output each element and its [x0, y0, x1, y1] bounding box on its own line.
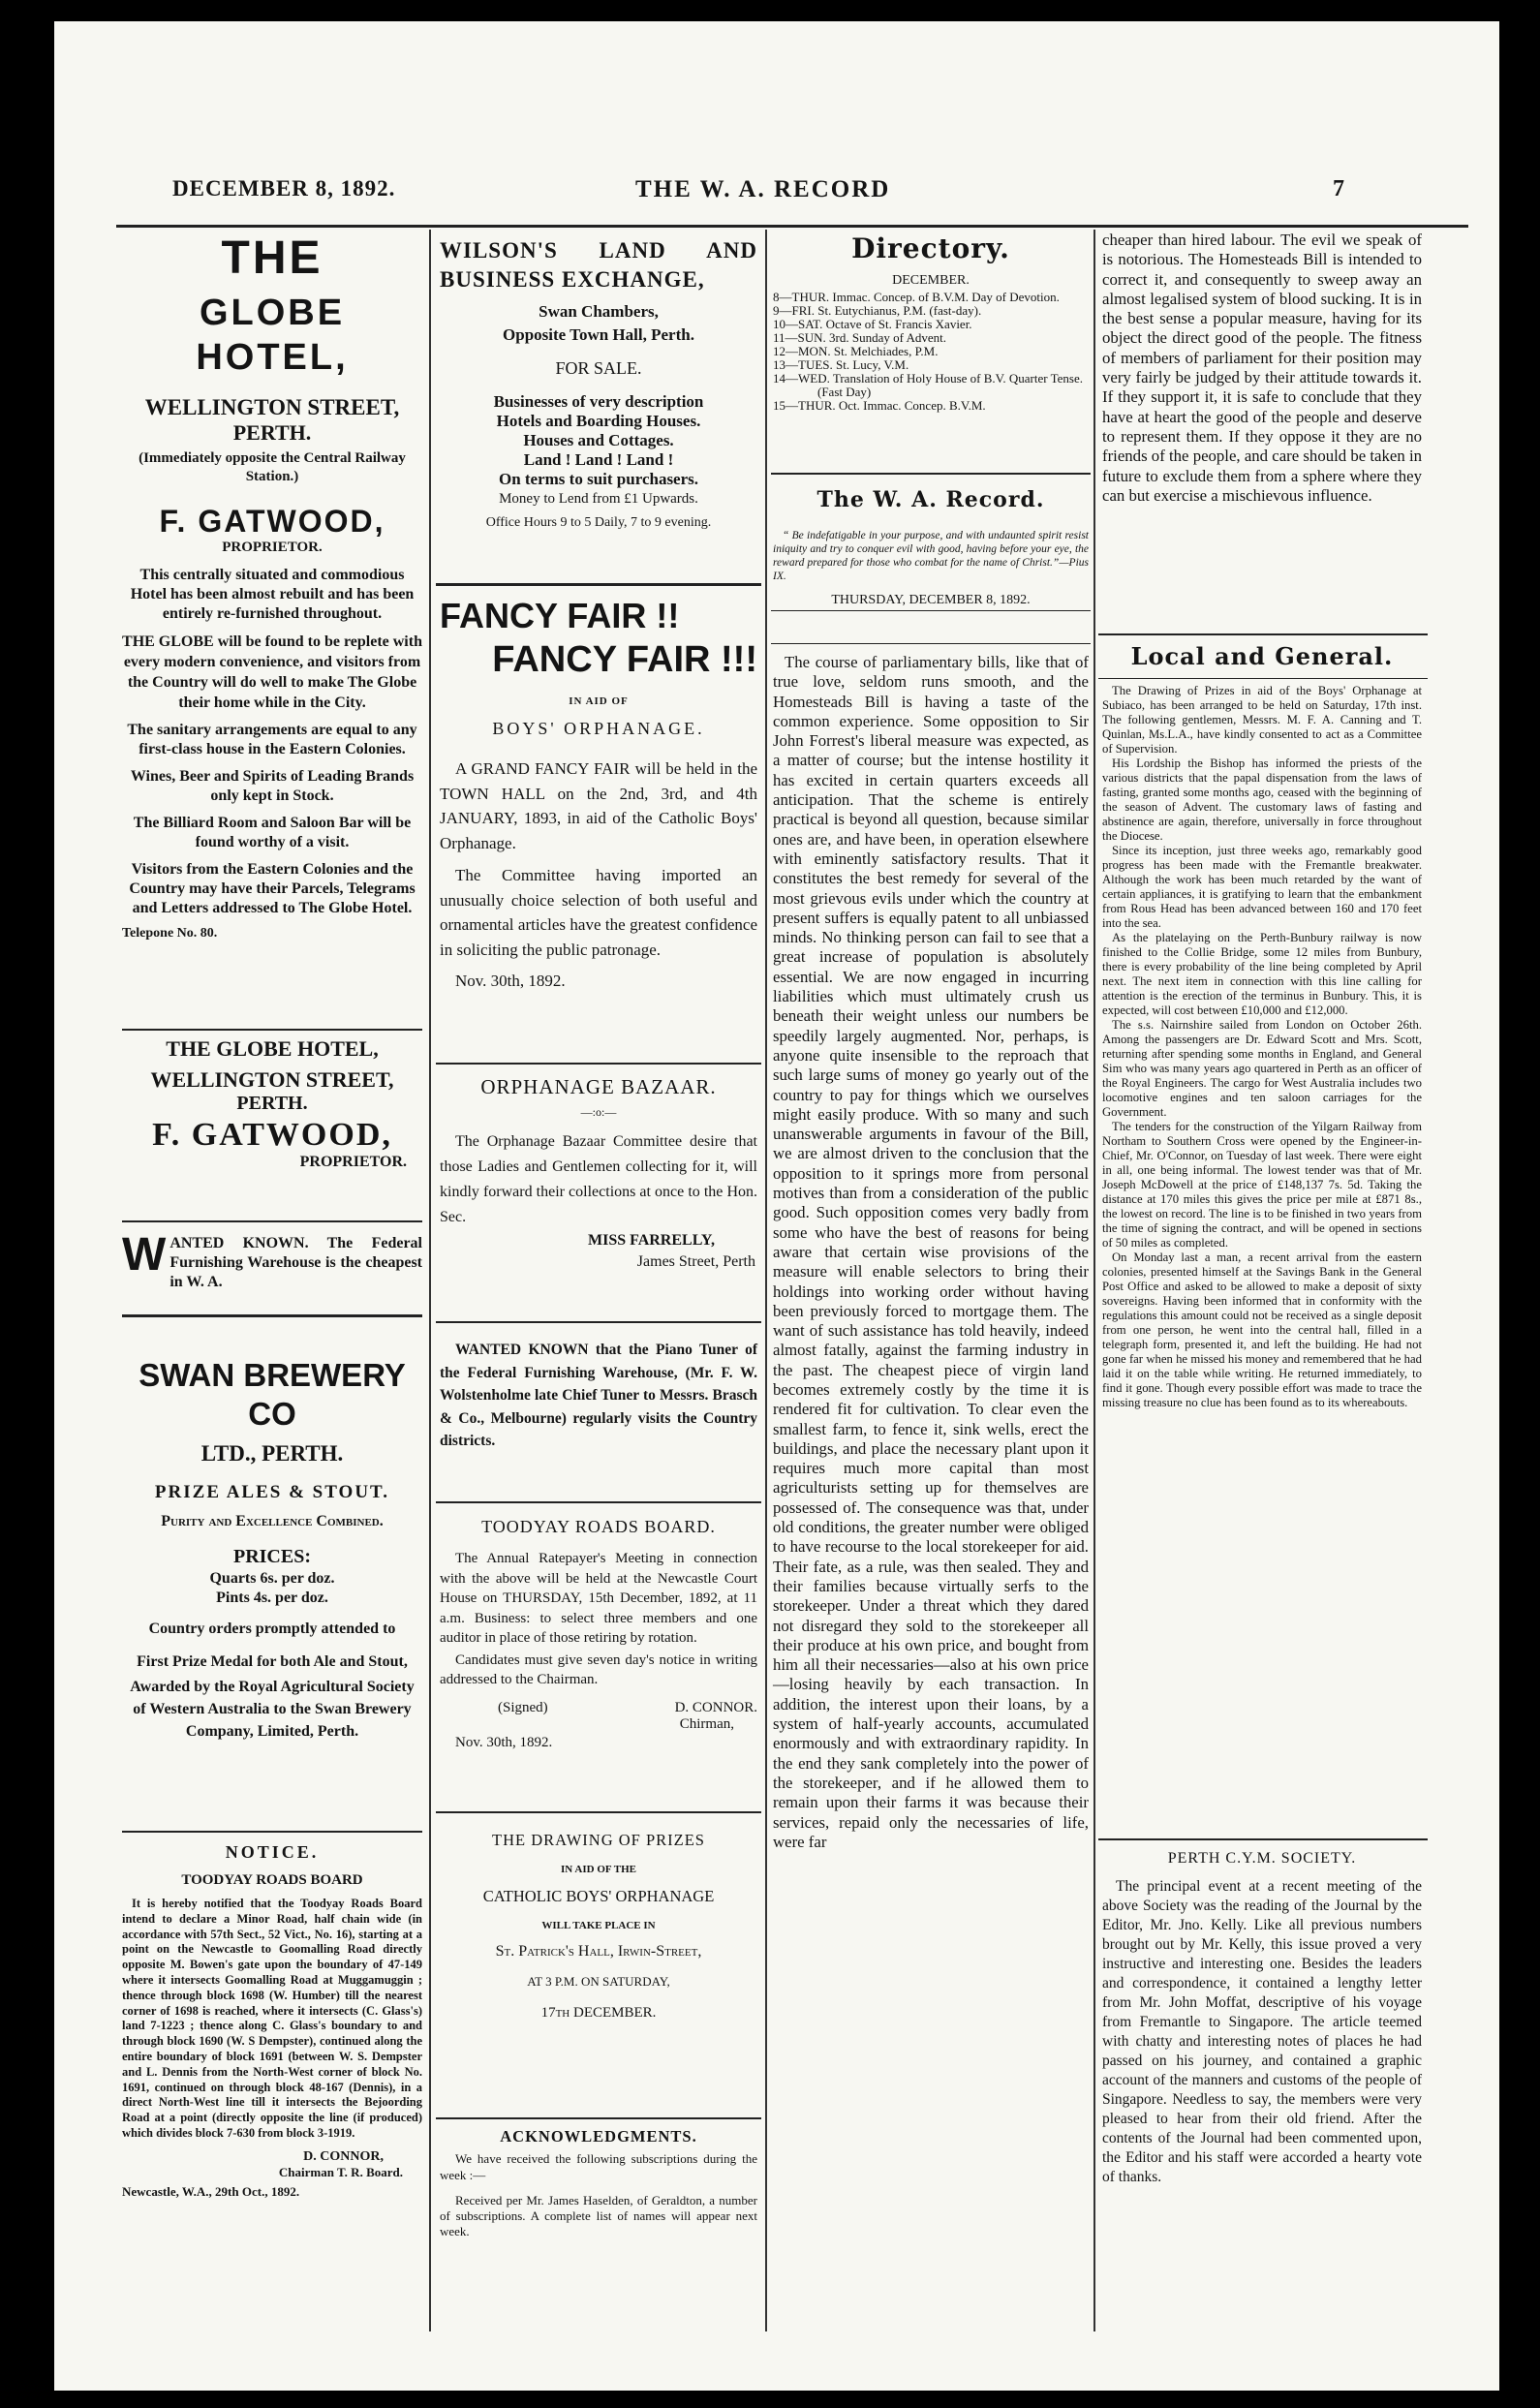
rule-c4-c — [1098, 1838, 1428, 1840]
for-sale: FOR SALE. — [555, 358, 642, 378]
rule-c4-a — [1098, 633, 1428, 635]
fancy-in-aid: IN AID OF — [569, 695, 629, 707]
first-prize: First Prize Medal for both Ale and Stout, — [137, 1653, 408, 1670]
fancy-fair-ad — [440, 595, 757, 991]
globe-note: (Immediately opposite the Central Railway Station.) — [139, 450, 406, 484]
fancy-paragraph-1: A GRAND FANCY FAIR will be held in the TOWN HALL on the 2nd, 3rd, and 4th JANUARY, 1893, in aid of the Catholic Boys' Orphanage. — [440, 759, 757, 852]
draw-orphanage: CATHOLIC BOYS' ORPHANAGE — [482, 1887, 715, 1905]
local-paragraph-7: On Monday last a man, a recent arrival from the eastern colonies, presented himself at the Savings Bank in the General Post Office and asked to be allowed to make a deposit of sixty sovereigns. Having been informed that in conformity with the regulations this amount could not be received as a single deposit from one person, he went into the central hall, filled in a telegraph form, presented it, and left the building. He had not gone far when he missed his money and remembered that he had laid it on the table while writing. He returned immediately, to find it gone. Though every possible effort was made to trace the missing treasure no clue has been found as to its whereabouts. — [1102, 1250, 1422, 1409]
toodyay-chair: Chirman, — [679, 1715, 734, 1732]
fancy-paragraph-2: The Committee having imported an unusually choice selection of both useful and ornamental articles have the greatest confidence in soliciting the public patronage. — [440, 866, 757, 959]
wilson-ad — [440, 236, 757, 531]
page-number: 7 — [1333, 176, 1344, 201]
record-header — [773, 486, 1089, 608]
gatwood2-name: F. GATWOOD, — [152, 1117, 392, 1153]
globe-paragraph-6: Visitors from the Eastern Colonies and the Country may have their Parcels, Telegrams and Letters addressed to The Globe Hotel. — [129, 861, 416, 916]
local-paragraph-2: His Lordship the Bishop has informed the priests of the various districts that the papal dispensation from the laws of fasting, granted some months ago, ceased with the beginning of the season of Advent. The customary laws of fasting and abstinence are again, therefore, universally in force throughout the Diocese. — [1102, 756, 1422, 843]
bazaar-sign: MISS FARRELLY, — [587, 1232, 715, 1249]
bazaar-paragraph: The Orphanage Bazaar Committee desire that those Ladies and Gentlemen collecting for it, will kindly forward their collections at once to the Hon. Sec. — [440, 1133, 757, 1225]
local-general — [1102, 641, 1422, 1410]
wilson-line-3: Houses and Cottages. — [523, 431, 674, 449]
masthead-rule — [116, 225, 1468, 228]
toodyay-board-ad — [440, 1517, 757, 1751]
acknowledgments — [440, 2127, 757, 2239]
ack-paragraph-1: We have received the following subscriptions during the week :— — [440, 2151, 757, 2182]
notice-date: Newcastle, W.A., 29th Oct., 1892. — [122, 2183, 300, 2199]
swan-prize: PRIZE ALES & STOUT. — [154, 1482, 390, 1502]
bazaar-title: ORPHANAGE BAZAAR. — [480, 1075, 717, 1098]
globe-hotel-ad-2 — [122, 1036, 422, 1171]
bazaar-ad — [440, 1075, 757, 1271]
record-title: The W. A. Record. — [816, 487, 1045, 512]
editorial-continued — [1102, 231, 1422, 506]
drawing-prizes-ad — [440, 1831, 757, 2022]
globe-title-2: GLOBE HOTEL, — [196, 293, 349, 378]
local-title: Local and General. — [1130, 642, 1394, 670]
local-paragraph-6: The tenders for the construction of the Yilgarn Railway from Northam to Southern Cross were opened by the Engineer-in-Chief, Mr. O'Connor, on Tuesday of last week. There were eight in all, one being informal. The lowest tender was that of Mr. Joseph McDowell at the price of £148,137 7s. 5d. Taking the distance at 170 miles this gives the price per mile at £871 8s., the lowest on record. The line is to be finished in two years from the time of signing the contract, and will be opened in sections of 50 miles as completed. — [1102, 1120, 1422, 1250]
globe-street: WELLINGTON STREET, — [144, 395, 400, 419]
fancy-boys: BOYS' ORPHANAGE. — [492, 719, 705, 738]
ack-paragraph-2: Received per Mr. James Haselden, of Geraldton, a number of subscriptions. A complete list of names will appear next week. — [440, 2193, 757, 2238]
notice-sign: D. CONNOR, — [303, 2148, 384, 2164]
piano-tuner-ad — [440, 1339, 757, 1453]
directory-entry: 15—THUR. Oct. Immac. Concep. B.V.M. — [773, 398, 986, 413]
swan-ltd: LTD., PERTH. — [200, 1441, 344, 1466]
directory-entry: 13—TUES. St. Lucy, V.M. — [773, 357, 909, 372]
draw-aid: IN AID OF THE — [561, 1864, 636, 1875]
wanted-known-ad — [122, 1229, 422, 1292]
draw-date: 17th DECEMBER. — [540, 2005, 657, 2021]
masthead-date: DECEMBER 8, 1892. — [172, 176, 396, 201]
directory-month: DECEMBER. — [892, 273, 970, 288]
toodyay-title: TOODYAY ROADS BOARD. — [481, 1517, 716, 1536]
wilson-line-4: Land ! Land ! Land ! — [523, 450, 674, 469]
column-rule-2 — [765, 230, 767, 2331]
column-rule-3 — [1093, 230, 1095, 2331]
wilson-addr-2: Opposite Town Hall, Perth. — [503, 325, 694, 344]
wilson-addr-1: Swan Chambers, — [539, 302, 659, 321]
globe2-street: WELLINGTON STREET, — [150, 1067, 394, 1092]
wilson-line-6: Money to Lend from £1 Upwards. — [499, 491, 698, 507]
local-paragraph-3: Since its inception, just three weeks ago, remarkably good progress has been made with the Fremantle breakwater. Although the work has been much retarded by the want of certain appliances, it is gratifying to learn that the embankment from Rous Head has been advanced between 160 and 170 feet into the sea. — [1102, 844, 1422, 930]
draw-title: THE DRAWING OF PRIZES — [492, 1831, 705, 1849]
directory-entry: 10—SAT. Octave of St. Francis Xavier. — [773, 317, 972, 331]
rule-c2-f — [436, 2117, 761, 2119]
rule-c2-e — [436, 1811, 761, 1813]
record-motto: “ Be indefatigable in your purpose, and with undaunted spirit resist iniquity and try to conquer evil with good, having before your eye, the reward prepared for those who combat for the name of Christ.”—Pius IX. — [773, 530, 1089, 582]
globe-paragraph-4: Wines, Beer and Spirits of Leading Brands only kept in Stock. — [130, 768, 415, 804]
wilson-line-7: Office Hours 9 to 5 Daily, 7 to 9 evening. — [485, 515, 712, 530]
prices-label: PRICES: — [232, 1546, 311, 1567]
rule-c3-b — [771, 610, 1091, 611]
cym-paragraph: The principal event at a recent meeting of the above Society was the reading of the Journal by the Editor, Mr. Jno. Kelly. Like all previous numbers brought out by Mr. Kelly, this issue proved a very instructive and interesting one. Besides the leaders and correspondence, it contained a lengthy letter from Mr. John Moffat, descriptive of his voyage from Fremantle to Singapore. The article teemed with chatty and interesting notes of places he had passed on his journey, and contained a graphic account of the manners and customs of the people of Singapore. Needless to say, the members were very pleased to hear from their old friend. After the contents of the Journal had been commented upon, the Editor and his staff were accorded a hearty vote of thanks. — [1102, 1878, 1422, 2185]
fancy-fair-1: FANCY FAIR !! — [440, 596, 680, 635]
toodyay-name: D. CONNOR. — [674, 1699, 757, 1715]
local-paragraph-1: The Drawing of Prizes in aid of the Boys' Orphanage at Subiaco, has been arranged to be held on Saturday, 17th inst. The following gentlemen, Messrs. M. F. A. Canning and T. Quinlan, Ms.L.A., have kindly consented to act as a Committee of Supervision. — [1102, 684, 1422, 756]
rule-c1-d — [122, 1831, 422, 1833]
directory-entry: 8—THUR. Immac. Concep. of B.V.M. Day of Devotion. — [773, 290, 1060, 304]
rule-c1-a — [122, 1029, 422, 1031]
draw-time: AT 3 P.M. ON SATURDAY, — [527, 1974, 670, 1989]
ack-title: ACKNOWLEDGMENTS. — [500, 2127, 697, 2146]
globe2-city: PERTH. — [236, 1093, 308, 1114]
rule-c1-b — [122, 1220, 422, 1222]
wilson-line-5: On terms to suit purchasers. — [498, 470, 699, 488]
proprietor-label: PROPRIETOR. — [222, 540, 323, 555]
directory-entry: 14—WED. Translation of Holy House of B.V. Quarter Tense. (Fast Day) — [773, 371, 1083, 399]
toodyay-paragraph-1: The Annual Ratepayer's Meeting in connection with the above will be held at the Newcastle Court House on THURSDAY, 15th December, 1892, at 11 a.m. Business: to select three members and one auditor in place of those retiring by rotation. — [440, 1551, 757, 1646]
fancy-fair-2: FANCY FAIR !!! — [492, 639, 757, 680]
newspaper-page — [54, 21, 1499, 2391]
gatwood-name: F. GATWOOD, — [159, 504, 385, 539]
directory-title: Directory. — [851, 232, 1010, 264]
rule-c3-a — [771, 473, 1091, 475]
column-rule-1 — [429, 230, 431, 2331]
wanted-initial: W — [122, 1229, 167, 1281]
wilson-line-1: Businesses of very description — [493, 392, 704, 411]
directory-entry: 11—SUN. 3rd. Sunday of Advent. — [773, 330, 946, 345]
fancy-date: Nov. 30th, 1892. — [455, 972, 566, 990]
local-paragraph-4: As the platelaying on the Perth-Bunbury railway is now finished to the Collie Bridge, some 12 miles from Bunbury, there is every probability of the line being completed by April next. The next item in connection with this line calling for attention is the erection of the terminus in Bunbury. This, it is expected, will cost between £10,000 and £12,000. — [1102, 931, 1422, 1017]
rule-c2-c — [436, 1321, 761, 1323]
rule-c2-b — [436, 1063, 761, 1065]
rule-c2-d — [436, 1501, 761, 1503]
wilson-title: WILSON'S LAND AND BUSINESS EXCHANGE, — [440, 238, 757, 292]
swan-purity: Purity and Excellence Combined. — [161, 1513, 384, 1529]
swan-title: SWAN BREWERY CO — [139, 1357, 406, 1432]
globe-paragraph-5: The Billiard Room and Saloon Bar will be found worthy of a visit. — [133, 815, 412, 850]
telephone-number: Telepone No. 80. — [122, 926, 218, 941]
directory-entry: 9—FRI. St. Eutychianus, P.M. (fast-day). — [773, 303, 982, 318]
globe-paragraph-1: This centrally situated and commodious Hotel has been almost rebuilt and has been entirely re-furnished throughout. — [130, 567, 415, 622]
toodyay-date: Nov. 30th, 1892. — [455, 1734, 553, 1750]
globe2-name: THE GLOBE HOTEL, — [166, 1036, 379, 1061]
directory — [773, 232, 1089, 413]
masthead-title: THE W. A. RECORD — [635, 176, 891, 202]
editorial — [773, 653, 1089, 1852]
editorial-body: The course of parliamentary bills, like that of true love, seldom runs smooth, and the Homesteads Bill is having a taste of the common experience. Some opposition to Sir John Forrest's liberal measure was expected, as a matter of course; but the intense hostility it has excited in certain quarters exceeds all anticipation. That the scheme is entirely practical is beyond all question, because similar ones are, and have been, in operation elsewhere with eminently satisfactory results. That it constitutes the best remedy for several of the most grievous evils under which the country at present suffers is equally patent to all unbiassed minds. No thinking person can fail to see that a great increase of population is absolutely essential. We are now engaged in incurring liabilities which must ultimately crush us beneath their weight unless our numbers be speedily largely augmented. Nor, perhaps, is anyone quite insensible to the reproach that such large sums of money go yearly out of the country to pay for things which we ourselves might easily produce. With so many and such unanswerable arguments in favour of the Bill, we are almost driven to the conclusion that the opposition to it springs more from personal motives than from a consideration of the public good. Such opposition comes very badly from some who have the best of reasons for being aware that certain wise provisions of the measure will enable selectors to bring their holdings into working order without having been previously forced to mortgage them. The want of such assistance has told heavily, indeed almost fatally, against the farming industry in the past. The cheapest piece of virgin land becomes extremely costly by the time it is rendered fit for cultivation. To clear even the smallest farm, to fence it, sink wells, erect the buildings, and place the necessary plant upon it requires much more capital than most agriculturists setting up for themselves are possessed of. The consequence was that, under old conditions, the greater number were obliged to have recourse to the local storekeeper for aid. Their fate, as a rule, was then sealed. They and their families because virtually serfs to the storekeeper. Under a threat which they dared not disregard they sold to the storekeeper all their produce at his own price, and bought from him all their necessaries—also at his own price—losing heavily by each transaction. In addition, the interest upon their loans, by a system of half-yearly accounts, accumulated enormously and with extraordinary rapidity. In the end they sank completely into the power of the storekeeper, and if he allowed them to remain upon their farms it was because their services, repaid only the necessaries of life, were far — [773, 653, 1089, 1851]
roads-notice — [122, 1842, 422, 2200]
notice-chair: Chairman T. R. Board. — [278, 2164, 403, 2179]
toodyay-signature-row — [440, 1700, 757, 1716]
wanted-text: ANTED KNOWN. The Federal Furnishing Warehouse is the cheapest in W. A. — [169, 1235, 422, 1290]
toodyay-paragraph-2: Candidates must give seven day's notice in writing addressed to the Chairman. — [440, 1652, 757, 1687]
notice-body: It is hereby notified that the Toodyay Roads Board intend to declare a Minor Road, half chain wide (in accordance with 57th Sect., 52 Vict., No. 16), starting at a point on the Newcastle to Goomalling Road directly opposite M. Bowen's gate upon the boundary of 47-149 where it intersects Goomalling Road at Muggamuggin ; thence through block 1698 (W. Humber) till the nearest corner of 1698 is reached, where it intersects (C. Glass's) land 7-1223 ; thence along C. Glass's boundary to and through block 1690 (W. S Dempster), continued along the entire boundary of block 1691 (between W. S. Dempster and L. Dennis from the North-West corner of block No. 1691, continued on through block 48-167 (Dennis), in a direct North-West line till it intersects the Bejoording Road at a point (directly opposite the line (if produced) which divides block 7-630 from block 3-1919. — [122, 1897, 422, 2140]
rule-c4-b — [1098, 678, 1428, 679]
piano-paragraph: WANTED KNOWN that the Piano Tuner of the Federal Furnishing Warehouse, (Mr. F. W. Wolstenholme late Chief Tuner to Messrs. Brasch & Co., Melbourne) regularly visits the Country districts. — [440, 1342, 757, 1450]
editorial-continued-body: cheaper than hired labour. The evil we speak of is notorious. The Homesteads Bill is intended to correct it, and consequently to sweep away an almost legalised system of blood sucking. It is in the best sense a popular measure, having for its object the direct good of the people. The fitness of members of parliament for their position may very fairly be judged by their attitude towards it. If they support it, it is safe to conclude that they have at heart the good of the people and deserve to represent them. If they oppose it they are no friends of the people, and care should be taken in future to exclude them from a sphere where they can but exercise a mischievous influence. — [1102, 231, 1422, 505]
country-orders: Country orders promptly attended to — [148, 1621, 396, 1637]
directory-list — [773, 291, 1089, 413]
awarded-text: Awarded by the Royal Agricultural Society of Western Australia to the Swan Brewery Company, Limited, Perth. — [130, 1679, 415, 1740]
globe-paragraph-2: THE GLOBE will be found to be replete with every modern convenience, and visitors from the Country will do well to make The Globe their home while in the City. — [122, 633, 422, 711]
rule-c2-a — [436, 583, 761, 586]
draw-hall: St. Patrick's Hall, Irwin-Street, — [495, 1943, 702, 1960]
globe-city: PERTH. — [232, 420, 312, 445]
bazaar-address: James Street, Perth — [636, 1253, 755, 1270]
cym-society — [1102, 1850, 1422, 2187]
proprietor2-label: PROPRIETOR. — [299, 1154, 407, 1170]
draw-place: WILL TAKE PLACE IN — [541, 1920, 656, 1931]
wilson-line-2: Hotels and Boarding Houses. — [496, 412, 701, 430]
issue-date: THURSDAY, DECEMBER 8, 1892. — [831, 593, 1031, 607]
pints-price: Pints 4s. per doz. — [216, 1590, 328, 1606]
directory-entry: 12—MON. St. Melchiades, P.M. — [773, 344, 939, 358]
quarts-price: Quarts 6s. per doz. — [209, 1570, 335, 1587]
bazaar-sep: —:o:— — [580, 1105, 617, 1119]
globe-paragraph-3: The sanitary arrangements are equal to any first-class house in the Eastern Colonies. — [127, 722, 417, 757]
cym-title: PERTH C.Y.M. SOCIETY. — [1167, 1850, 1357, 1867]
local-paragraph-5: The s.s. Nairnshire sailed from London on October 26th. Among the passengers are Dr. Edward Scott and Mrs. Scott, returning after spending some months in England, and General Sim who was many years ago quartered in Perth as an officer of the Royal Engineers. The cargo for West Australia includes two locomotive engines and ten saloon carriages for the Government. — [1102, 1018, 1422, 1119]
globe-title: THE — [221, 232, 323, 284]
globe-hotel-ad — [122, 232, 422, 942]
swan-brewery-ad — [122, 1356, 422, 1743]
notice-board: TOODYAY ROADS BOARD — [181, 1872, 363, 1888]
toodyay-signed: (Signed) — [498, 1699, 548, 1715]
rule-c1-c — [122, 1314, 422, 1317]
notice-title: NOTICE. — [225, 1842, 320, 1862]
rule-c3-c — [771, 643, 1091, 644]
